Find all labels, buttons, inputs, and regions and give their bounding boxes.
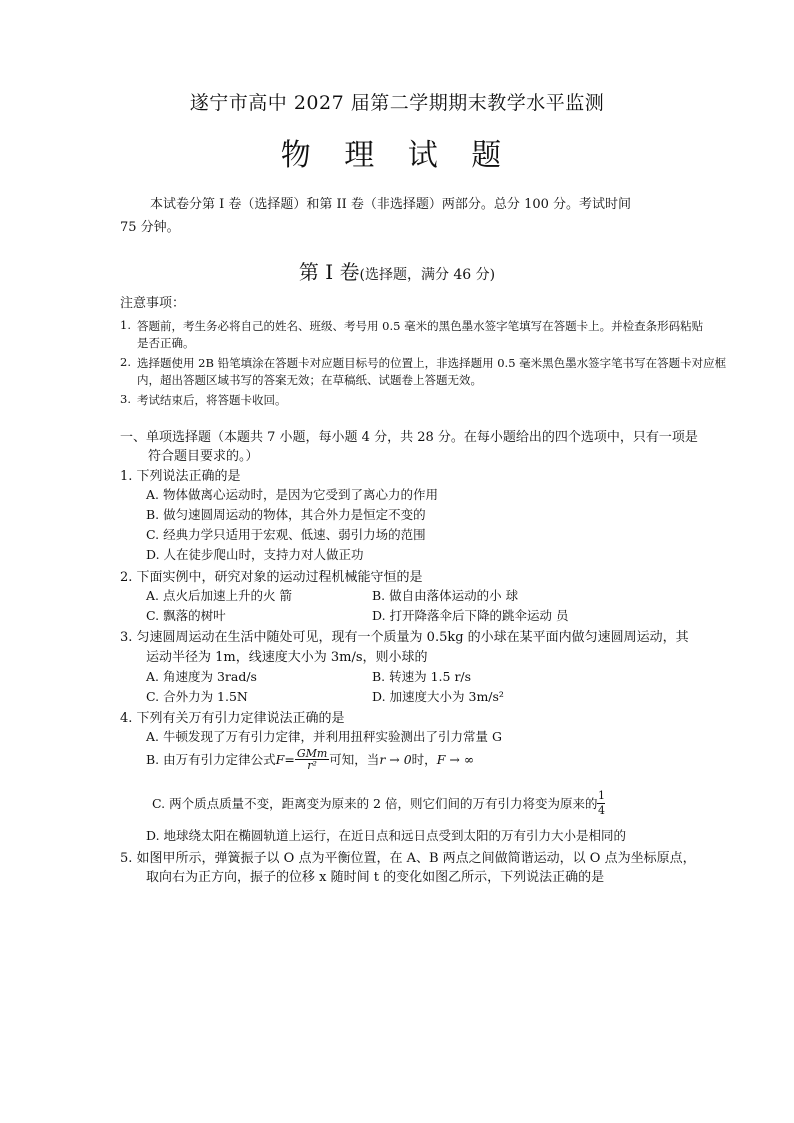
q1-option-d: D. 人在徒步爬山时，支持力对人做正功: [146, 547, 364, 562]
q4-b-condition: r → 0: [379, 751, 412, 767]
formula-denominator: r²: [307, 758, 317, 772]
note-2-line1: 选择题使用 2B 铅笔填涂在答题卡对应题目标号的位置上，非选择题用 0.5 毫米黑色墨水签字笔书写在答题卡对应框: [137, 356, 727, 370]
q4-stem: 4. 下列有关万有引力定律说法正确的是: [120, 711, 345, 726]
part1-subtitle: (选择题，满分 46 分): [359, 267, 496, 283]
q3-option-c: C. 合外力为 1.5N: [146, 689, 248, 704]
section1-line-2: 符合题目要求的。）: [148, 449, 259, 464]
part1-title: 第 I 卷: [298, 260, 360, 284]
q4-c-text: C. 两个质点质量不变，距离变为原来的 2 倍，则它们间的万有引力将变为原来的: [152, 796, 598, 811]
q4-b-equals: =: [284, 751, 295, 767]
q3-stem-2: 运动半径为 1m，线速度大小为 3m/s，则小球的: [146, 650, 428, 665]
q1-option-a: A. 物体做离心运动时，是因为它受到了离心力的作用: [146, 487, 438, 502]
q3-option-d: D. 加速度大小为 3m/s²: [372, 689, 504, 704]
note-2-num: 2.: [120, 355, 131, 369]
q4-b-middle: 可知，当: [329, 752, 380, 767]
note-3-line1: 考试结束后，将答题卡收回。: [137, 393, 287, 407]
q1-stem: 1. 下列说法正确的是: [120, 469, 241, 484]
note-1-line1: 答题前，考生务必将自己的姓名、班级、考号用 0.5 毫米的黑色墨水签字笔填写在答题卡上。并检查条形码粘贴: [137, 319, 704, 333]
q5-stem-2: 取向右为正方向，振子的位移 x 随时间 t 的变化如图乙所示，下列说法正确的是: [146, 870, 605, 885]
q4-b-middle-2: 时，: [411, 752, 437, 767]
q2-option-b: B. 做自由落体运动的小 球: [372, 588, 519, 603]
formula-numerator: GMm: [296, 746, 328, 760]
subject-title: 物 理 试 题: [280, 138, 514, 173]
section1-line-1: 一、单项选择题（本题共 7 小题，每小题 4 分，共 28 分。在每小题给出的四个选项中，只有一项是: [120, 430, 698, 445]
q4-option-d: D. 地球绕太阳在椭圆轨道上运行，在近日点和远日点受到太阳的万有引力大小是相同的: [146, 828, 627, 843]
q1-option-c: C. 经典力学只适用于宏观、低速、弱引力场的范围: [146, 527, 426, 542]
q3-option-a: A. 角速度为 3rad/s: [146, 669, 257, 684]
q4-b-prefix: B. 由万有引力定律公式: [146, 752, 276, 767]
q4-option-b: [146, 744, 474, 774]
q5-stem-1: 5. 如图甲所示，弹簧振子以 O 点为平衡位置，在 A、B 两点之间做简谐运动，以 O 点为坐标原点，: [120, 851, 696, 866]
intro-line-1: 本试卷分第 I 卷（选择题）和第 II 卷（非选择题）两部分。总分 100 分。考试时间: [150, 197, 632, 212]
q4-option-a: A. 牛顿发现了万有引力定律，并利用扭秤实验测出了引力常量 G: [146, 729, 502, 744]
q4-b-result: F → ∞: [436, 751, 475, 767]
q2-stem: 2. 下面实例中，研究对象的运动过程机械能守恒的是: [120, 570, 423, 585]
q3-option-b: B. 转速为 1.5 r/s: [372, 669, 472, 684]
q4-b-force-symbol: F: [275, 751, 285, 767]
gravitation-formula-fraction: [295, 748, 329, 771]
q2-option-c: C. 飘落的树叶: [146, 608, 226, 623]
fraction-denominator: 4: [597, 803, 605, 817]
q1-option-b: B. 做匀速圆周运动的物体，其合外力是恒定不变的: [146, 507, 426, 522]
fraction-numerator: 1: [597, 788, 605, 802]
q2-option-d: D. 打开降落伞后下降的跳伞运动 员: [372, 608, 569, 623]
notes-heading: 注意事项：: [120, 296, 186, 311]
one-quarter-fraction: [597, 789, 605, 818]
note-1-line2: 是否正确。: [137, 336, 195, 350]
q4-option-c: [152, 782, 605, 824]
intro-line-2: 75 分钟。: [120, 220, 180, 235]
q2-option-a: A. 点火后加速上升的火 箭: [146, 588, 292, 603]
part1-heading: [0, 256, 794, 285]
q3-stem-1: 3. 匀速圆周运动在生活中随处可见，现有一个质量为 0.5kg 的小球在某平面内做匀速圆周运动，其: [120, 630, 689, 645]
note-1-num: 1.: [120, 318, 131, 332]
note-3-num: 3.: [120, 392, 131, 406]
exam-title: 遂宁市高中 2027 届第二学期期末教学水平监测: [189, 92, 605, 114]
note-2-line2: 内，超出答题区域书写的答案无效；在草稿纸、试题卷上答题无效。: [137, 373, 482, 387]
